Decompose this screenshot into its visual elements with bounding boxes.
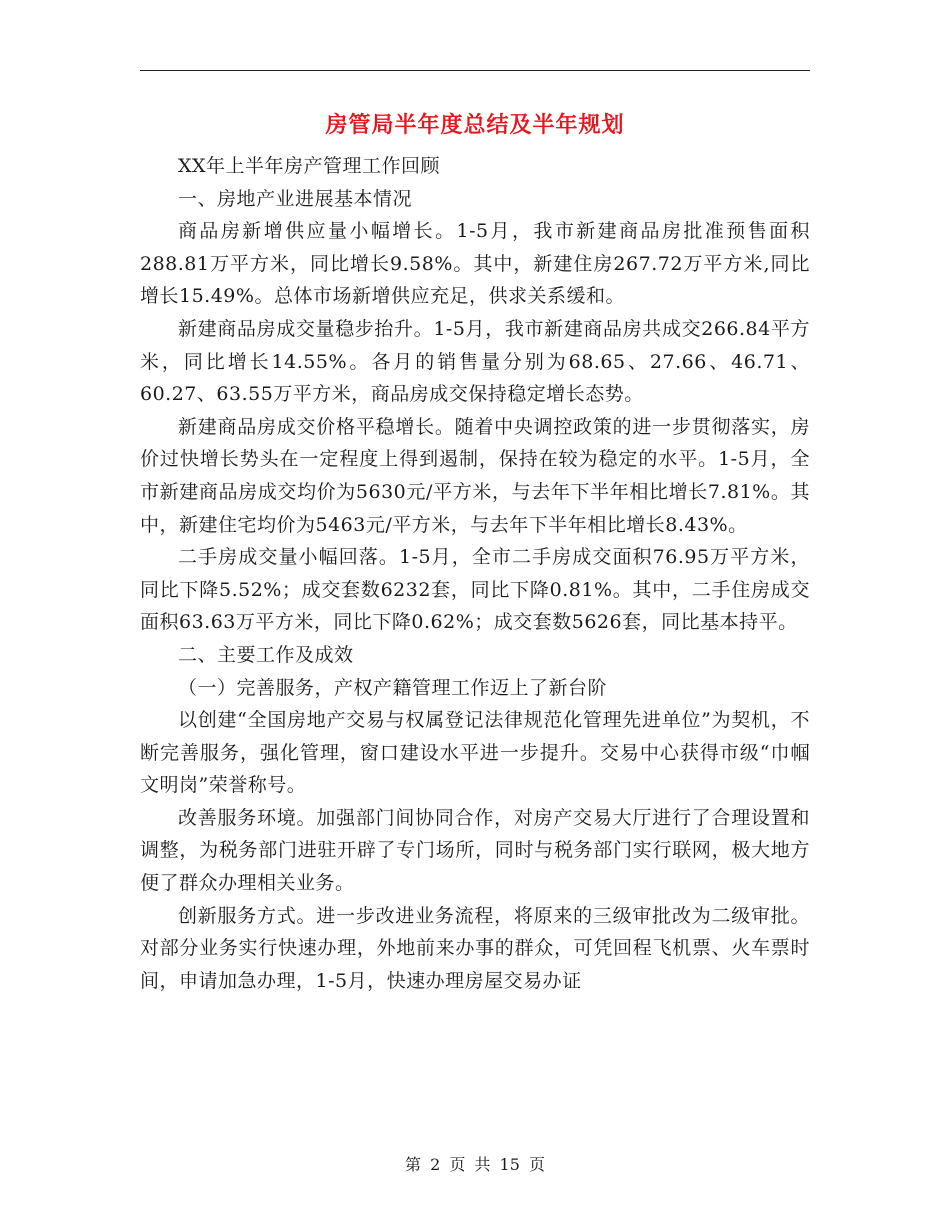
page-footer: 第 2 页 共 15 页	[405, 1155, 545, 1174]
paragraph: 一、房地产业进展基本情况	[178, 187, 413, 210]
paragraph: XX年上半年房产管理工作回顾	[178, 155, 441, 177]
document-body	[140, 150, 810, 997]
paragraph: 以创建“全国房地产交易与权属登记法律规范化管理先进单位”为契机，不断完善服务，强化管理，窗口建设水平进一步提升。交易中心获得市级“巾帼文明岗”荣誉称号。	[140, 709, 810, 797]
paragraph: 新建商品房成交价格平稳增长。随着中央调控政策的进一步贯彻落实，房价过快增长势头在一定程度上得到遏制，保持在较为稳定的水平。1-5月，全市新建商品房成交均价为5630元/平方米，与去年下半年相比增长7.81%。其中，新建住宅均价为5463元/平方米，与去年下半年相比增长8.43%。	[140, 415, 810, 536]
header-rule	[140, 70, 810, 71]
paragraph: 二手房成交量小幅回落。1-5月，全市二手房成交面积76.95万平方米，同比下降5.52%；成交套数6232套，同比下降0.81%。其中，二手住房成交面积63.63万平方米，同比下降0.62%；成交套数5626套，同比基本持平。	[140, 546, 810, 634]
document-title: 房管局半年度总结及半年规划	[325, 112, 625, 138]
paragraph: 创新服务方式。进一步改进业务流程，将原来的三级审批改为二级审批。对部分业务实行快速办理，外地前来办事的群众，可凭回程飞机票、火车票时间，申请加急办理，1-5月，快速办理房屋交易办证	[140, 904, 810, 992]
paragraph: 改善服务环境。加强部门间协同合作，对房产交易大厅进行了合理设置和调整，为税务部门进驻开辟了专门场所，同时与税务部门实行联网，极大地方便了群众办理相关业务。	[140, 806, 810, 895]
paragraph: （一）完善服务，产权产籍管理工作迈上了新台阶	[178, 676, 608, 699]
paragraph: 商品房新增供应量小幅增长。1-5月，我市新建商品房批准预售面积288.81万平方米，同比增长9.58%。其中，新建住房267.72万平方米,同比增长15.49%。总体市场新增供应充足，供求关系缓和。	[140, 220, 810, 308]
paragraph: 二、主要工作及成效	[178, 643, 354, 666]
paragraph: 新建商品房成交量稳步抬升。1-5月，我市新建商品房共成交266.84平方米，同比增长14.55%。各月的销售量分别为68.65、27.66、46.71、60.27、63.55万平方米，商品房成交保持稳定增长态势。	[140, 317, 810, 406]
